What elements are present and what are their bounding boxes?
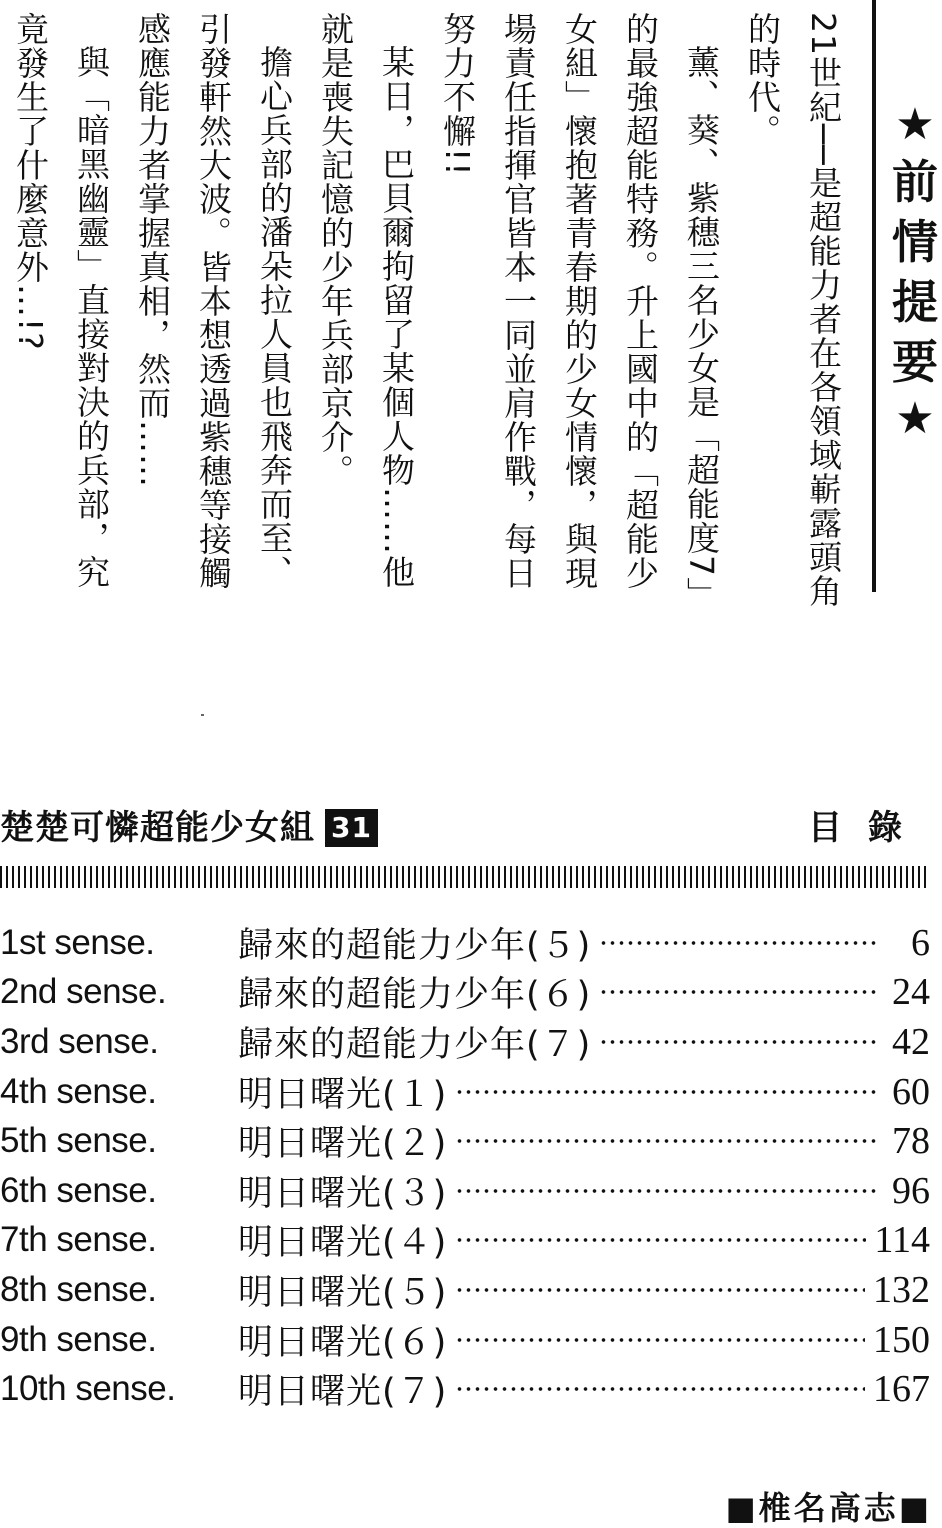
synopsis-title-char: 情 — [892, 215, 938, 269]
toc-entry[interactable] — [0, 1315, 930, 1365]
dot-leader — [599, 989, 880, 995]
toc-chapter: 明日曙光(１) — [238, 1074, 448, 1115]
toc-sense: 5th sense. — [0, 1121, 157, 1161]
toc-sense: 10th sense. — [0, 1369, 176, 1409]
toc-chapter: 明日曙光(６) — [238, 1322, 448, 1363]
toc-entry[interactable] — [0, 918, 930, 968]
toc-entry[interactable] — [0, 1216, 930, 1266]
toc-sense: 2nd sense. — [0, 972, 167, 1012]
toc-entry[interactable] — [0, 1364, 930, 1414]
synopsis-paragraph: 薰、葵、紫穗三名少女是「超能度7」的最強超能特務。升上國中的「超能少女組」懷抱著青春期的少女情懷，與現場責任指揮官皆本一同並肩作戰，每日努力不懈!! — [438, 12, 721, 611]
toc-entry[interactable] — [0, 1265, 930, 1315]
dot-leader — [455, 1337, 865, 1343]
toc-list — [0, 918, 930, 1414]
dot-leader — [455, 1287, 865, 1293]
tick-divider — [0, 866, 930, 888]
dot-leader — [455, 1089, 880, 1095]
toc-chapter: 歸來的超能力少年(７) — [238, 1024, 592, 1065]
toc-page: 114 — [874, 1219, 930, 1262]
toc-entry[interactable] — [0, 1166, 930, 1216]
toc-sense: 1st sense. — [0, 922, 155, 962]
toc-page: 60 — [892, 1070, 930, 1113]
toc-sense: 6th sense. — [0, 1170, 157, 1210]
synopsis-paragraph: 與「暗黑幽靈」直接對決的兵部，究竟發生了什麼意外…!? — [11, 12, 111, 589]
dot-leader — [599, 940, 880, 946]
print-speck — [201, 714, 204, 716]
toc-label: 目錄 — [808, 808, 928, 848]
star-icon: ★ — [895, 99, 935, 150]
toc-chapter: 明日曙光(５) — [238, 1272, 448, 1313]
star-icon: ★ — [895, 393, 935, 444]
toc-sense: 3rd sense. — [0, 1021, 159, 1061]
toc-page: 24 — [892, 971, 930, 1014]
toc-sense: 9th sense. — [0, 1319, 157, 1359]
synopsis-paragraph: 某日，巴貝爾拘留了某個人物……他就是喪失記憶的少年兵部京介。 — [316, 12, 416, 589]
toc-page: 167 — [873, 1368, 930, 1411]
synopsis-rule — [872, 0, 876, 592]
synopsis-title-char: 要 — [892, 335, 938, 389]
synopsis-body — [11, 12, 854, 622]
toc-entry[interactable] — [0, 1116, 930, 1166]
toc-chapter: 明日曙光(７) — [238, 1372, 448, 1413]
toc-chapter: 明日曙光(３) — [238, 1173, 448, 1214]
dot-leader — [455, 1386, 865, 1392]
dot-leader — [455, 1237, 866, 1243]
toc-chapter: 明日曙光(４) — [238, 1223, 448, 1264]
synopsis-title — [888, 98, 942, 446]
dot-leader — [599, 1039, 880, 1045]
toc-sense: 7th sense. — [0, 1220, 157, 1260]
synopsis-title-char: 前 — [892, 155, 938, 209]
toc-chapter: 明日曙光(２) — [238, 1124, 448, 1165]
toc-page: 132 — [873, 1268, 930, 1311]
toc-entry[interactable] — [0, 1067, 930, 1117]
toc-page: 150 — [873, 1318, 930, 1361]
toc-sense: 8th sense. — [0, 1269, 157, 1309]
toc-chapter: 歸來的超能力少年(６) — [238, 975, 592, 1016]
toc-header — [0, 800, 942, 860]
toc-page: 78 — [892, 1120, 930, 1163]
toc-sense: 4th sense. — [0, 1071, 157, 1111]
toc-page: 6 — [911, 921, 930, 964]
author-credit: ■椎名高志■ — [725, 1489, 932, 1527]
toc-page: 42 — [892, 1020, 930, 1063]
synopsis-paragraph: 擔心兵部的潘朵拉人員也飛奔而至、引發軒然大波。皆本想透過紫穗等接觸感應能力者掌握真相，然而…… — [133, 12, 294, 590]
toc-entry[interactable] — [0, 968, 930, 1018]
toc-chapter: 歸來的超能力少年(５) — [238, 925, 592, 966]
toc-entry[interactable] — [0, 1017, 930, 1067]
volume-badge: 31 — [325, 809, 378, 847]
series-title — [0, 806, 378, 850]
toc-page: 96 — [892, 1169, 930, 1212]
dot-leader — [455, 1138, 880, 1144]
synopsis-paragraph: 21世紀──是超能力者在各領域嶄露頭角的時代。 — [743, 12, 843, 608]
synopsis-title-char: 提 — [892, 275, 938, 329]
dot-leader — [455, 1188, 880, 1194]
series-title-text: 楚楚可憐超能少女組 — [0, 808, 315, 848]
